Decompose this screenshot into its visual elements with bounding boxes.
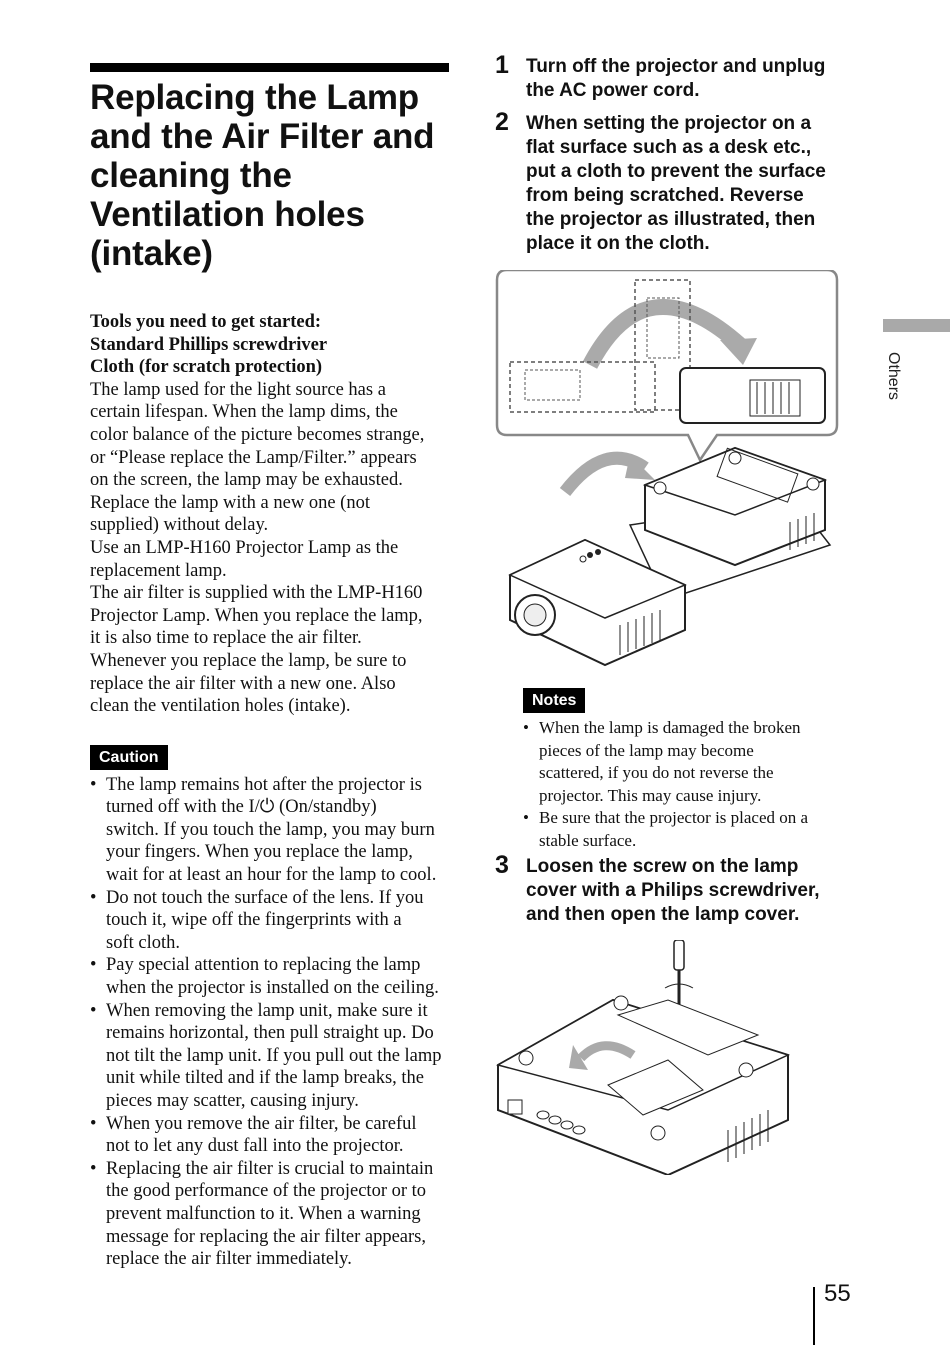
note-line: stable surface. — [539, 830, 637, 850]
tools-heading: Tools you need to get started: — [90, 312, 322, 332]
note-line: • Be sure that the projector is placed on a — [539, 808, 809, 828]
intro-line: certain lifespan. When the lamp dims, the — [90, 402, 398, 423]
caution-line: wait for at least an hour for the lamp to cool. — [106, 865, 437, 886]
left-column — [90, 63, 450, 1271]
step-number: 2 — [495, 108, 509, 136]
caution-item — [90, 887, 450, 955]
caution-list — [90, 774, 450, 1271]
caution-line: not tilt the lamp unit. If you pull out the lamp — [106, 1045, 442, 1066]
step-2 — [495, 108, 865, 256]
caution-item — [90, 1113, 450, 1158]
title-line: and the Air Filter and — [90, 117, 435, 156]
caution-line: soft cloth. — [106, 932, 180, 953]
intro-line: Use an LMP-H160 Projector Lamp as the — [90, 537, 399, 558]
page-number-rule — [813, 1287, 815, 1345]
tools-item: Standard Phillips screwdriver — [90, 334, 328, 355]
intro-line: Replace the lamp with a new one (not — [90, 492, 370, 513]
caution-line: when the projector is installed on the ceiling. — [106, 978, 439, 999]
title-line: cleaning the — [90, 156, 292, 195]
caution-line: • Replacing the air filter is crucial to maintain — [106, 1158, 434, 1179]
caution-line: touch it, wipe off the fingerprints with a — [106, 910, 402, 931]
tools-item: Cloth (for scratch protection) — [90, 357, 323, 378]
caution-line: the good performance of the projector or to — [106, 1181, 427, 1202]
notes-block — [523, 688, 863, 853]
reverse-projector-illustration — [495, 270, 840, 680]
note-line: projector. This may cause injury. — [539, 785, 762, 805]
step-number: 3 — [495, 851, 509, 879]
intro-line: The air filter is supplied with the LMP-H160 — [90, 583, 423, 604]
note-line: pieces of the lamp may become — [539, 740, 754, 760]
step-line: When setting the projector on a — [526, 113, 812, 134]
intro-line: replacement lamp. — [90, 560, 227, 581]
caution-line: • Do not touch the surface of the lens. If you — [106, 887, 424, 908]
right-column — [495, 51, 865, 256]
caution-line: switch. If you touch the lamp, you may burn — [106, 819, 435, 840]
note-item — [523, 807, 863, 852]
intro-line: color balance of the picture becomes strange, — [90, 424, 425, 445]
note-line: • When the lamp is damaged the broken — [539, 718, 801, 737]
caution-item — [90, 1000, 450, 1113]
note-line: scattered, if you do not reverse the — [539, 763, 774, 783]
title-line: Replacing the Lamp — [90, 78, 419, 117]
title-line: (intake) — [90, 234, 213, 273]
intro-line: supplied) without delay. — [90, 515, 269, 536]
page-number: 55 — [824, 1280, 851, 1307]
intro-line: or “Please replace the Lamp/Filter.” appears — [90, 447, 417, 468]
caution-line: your fingers. When you replace the lamp, — [106, 842, 413, 863]
caution-line: message for replacing the air filter appears, — [106, 1226, 427, 1247]
page-title — [90, 78, 450, 273]
title-rule — [90, 63, 449, 72]
intro-line: replace the air filter with a new one. Also — [90, 673, 396, 694]
step-line: put a cloth to prevent the surface — [526, 161, 826, 182]
caution-line: prevent malfunction to it. When a warning — [106, 1203, 421, 1224]
caution-line: • The lamp remains hot after the projector is — [106, 774, 422, 795]
intro-line: Projector Lamp. When you replace the lamp, — [90, 605, 423, 626]
caution-label: Caution — [90, 745, 168, 770]
title-line: Ventilation holes — [90, 195, 365, 234]
step-line: flat surface such as a desk etc., — [526, 137, 812, 158]
caution-item — [90, 1158, 450, 1271]
caution-line: • When you remove the air filter, be careful — [106, 1113, 417, 1134]
step-line: the AC power cord. — [526, 80, 700, 101]
caution-line: pieces may scatter, causing injury. — [106, 1091, 359, 1111]
section-tab-marker — [883, 319, 950, 332]
notes-label: Notes — [523, 688, 585, 713]
caution-line: replace the air filter immediately. — [106, 1249, 352, 1270]
intro-line: Whenever you replace the lamp, be sure to — [90, 650, 407, 671]
caution-line: unit while tilted and if the lamp breaks, the — [106, 1068, 425, 1089]
step-3 — [495, 851, 896, 927]
step-1 — [495, 51, 865, 103]
caution-line: turned off with the I/⏻ (On/standby) — [106, 797, 377, 818]
caution-line: remains horizontal, then pull straight up. Do — [106, 1023, 434, 1044]
caution-item — [90, 954, 450, 999]
step-line: from being scratched. Reverse — [526, 185, 804, 206]
lamp-cover-screw-illustration — [493, 940, 798, 1175]
note-item — [523, 717, 863, 807]
intro-line: clean the ventilation holes (intake). — [90, 696, 351, 717]
intro-line: on the screen, the lamp may be exhausted. — [90, 470, 403, 491]
step-line: and then open the lamp cover. — [526, 904, 800, 925]
step-line: cover with a Philips screwdriver, — [526, 880, 820, 901]
step-line: Turn off the projector and unplug — [526, 56, 826, 77]
intro-line: The lamp used for the light source has a — [90, 379, 386, 400]
caution-line: • Pay special attention to replacing the lamp — [106, 955, 421, 976]
caution-item — [90, 774, 450, 887]
section-tab-label: Others — [885, 352, 902, 401]
caution-line: not to let any dust fall into the projector. — [106, 1136, 404, 1157]
step-number: 1 — [495, 51, 509, 79]
intro-paragraph — [90, 379, 450, 718]
tools-section — [90, 311, 450, 379]
notes-list — [523, 717, 863, 853]
caution-line: • When removing the lamp unit, make sure it — [106, 1000, 428, 1021]
step-line: place it on the cloth. — [526, 233, 710, 254]
step-line: the projector as illustrated, then — [526, 209, 816, 230]
step-line: Loosen the screw on the lamp — [526, 856, 799, 877]
intro-line: it is also time to replace the air filter. — [90, 628, 362, 649]
